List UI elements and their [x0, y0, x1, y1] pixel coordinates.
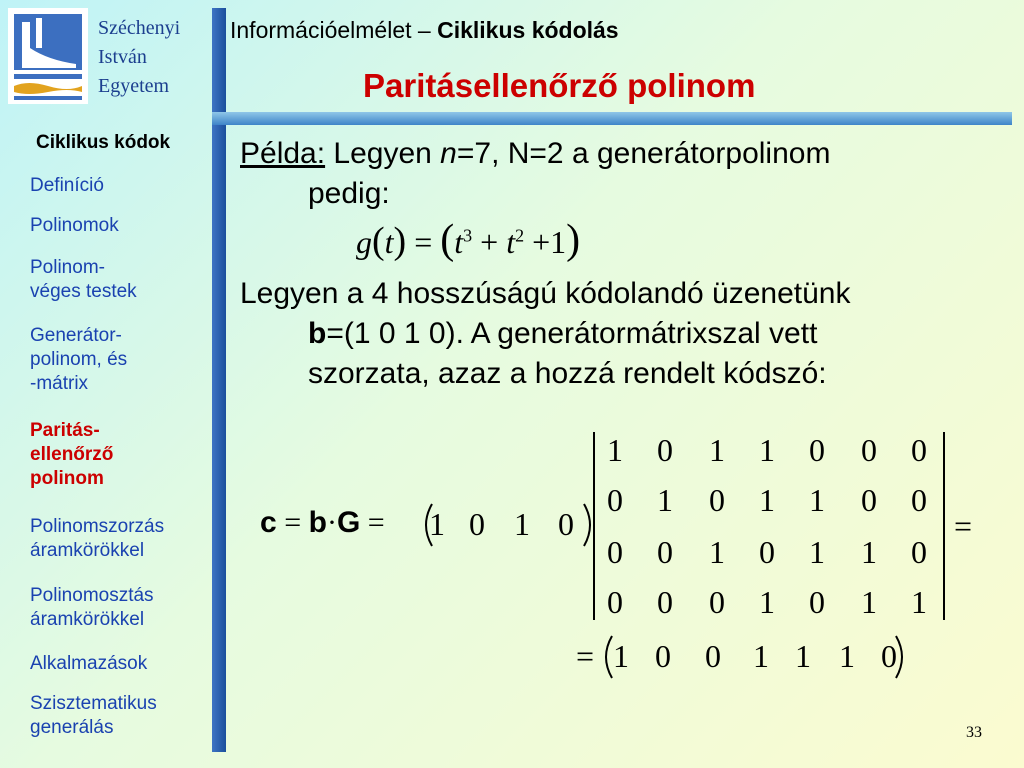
example-line-2: pedig: [308, 177, 390, 210]
example-line-1 [240, 136, 830, 172]
generator-polynomial: $g(t) = (t^3 + t^2 +1)$ [356, 217, 581, 263]
sidebar-item-polinomosztas[interactable] [30, 584, 154, 632]
page-number: 33 [966, 724, 982, 741]
poly-t: t [384, 224, 394, 260]
nav-label: véges testek [30, 281, 137, 302]
message-line-2 [308, 316, 817, 352]
logo-line-1: Széchenyi [98, 17, 181, 39]
matrix-cell: 1 [861, 534, 877, 570]
result-element: 1 [753, 638, 769, 674]
sidebar-item-polinomok[interactable] [30, 214, 119, 238]
vector-b: b [308, 317, 327, 350]
message-element: 0 [469, 506, 485, 542]
nav-label: Generátor- [30, 325, 122, 346]
horizontal-divider [212, 112, 1012, 125]
matrix-cell: 1 [861, 584, 877, 620]
result-element: 1 [795, 638, 811, 674]
matrix-cell: 0 [911, 432, 927, 468]
sidebar-section-title[interactable]: Ciklikus kódok [36, 132, 171, 153]
vector-c: c [260, 506, 277, 539]
poly-equals: = [414, 224, 433, 260]
equals-sign: = [575, 638, 595, 674]
matrix-cell: 1 [759, 482, 775, 518]
course-topic: Ciklikus kódolás [437, 17, 619, 43]
equals-sign: = [284, 506, 302, 539]
university-name [98, 14, 180, 101]
example-text: =7, N=2 a generátorpolinom [456, 137, 831, 170]
logo-line-3: Egyetem [98, 75, 170, 97]
sidebar-item-szisztematikus-generalas[interactable] [30, 692, 157, 740]
example-text: Legyen [325, 137, 441, 170]
matrix-cell: 0 [911, 482, 927, 518]
matrix-cell: 0 [607, 482, 623, 518]
matrix-cell: 1 [709, 432, 725, 468]
message-element: 0 [558, 506, 574, 542]
course-subject: Információelmélet – [230, 17, 438, 43]
matrix-cell: 0 [657, 432, 673, 468]
nav-label: generálás [30, 717, 114, 738]
poly-exp2: 2 [515, 225, 525, 246]
matrix-cell: 0 [709, 584, 725, 620]
matrix-cell: 1 [607, 432, 623, 468]
codeword-equation-lhs [260, 506, 385, 540]
variable-n: n [440, 137, 457, 170]
matrix-cell: 1 [911, 584, 927, 620]
equals-sign: = [953, 508, 973, 544]
nav-label: áramkörökkel [30, 609, 145, 630]
poly-t3: t [454, 224, 464, 260]
nav-label: Polinom- [30, 257, 105, 278]
matrix-cell: 0 [809, 584, 825, 620]
nav-label: Alkalmazások [30, 653, 148, 674]
result-element: 0 [881, 638, 897, 674]
matrix-cell: 1 [709, 534, 725, 570]
nav-label: Polinomok [30, 215, 119, 236]
nav-label: áramkörökkel [30, 540, 145, 561]
nav-label: Szisztematikus [30, 693, 157, 714]
matrix-cell: 1 [759, 584, 775, 620]
message-line-1: Legyen a 4 hosszúságú kódolandó üzenetünk [240, 277, 851, 310]
sidebar-item-definicio[interactable] [30, 174, 104, 198]
nav-label: Paritás- [30, 420, 100, 441]
matrix-G: G [336, 506, 361, 539]
vector-b: b [308, 506, 327, 539]
result-element: 0 [655, 638, 671, 674]
sidebar-item-alkalmazasok[interactable] [30, 652, 147, 676]
matrix-cell: 1 [657, 482, 673, 518]
matrix-cell: 0 [759, 534, 775, 570]
example-label: Példa: [240, 137, 326, 170]
message-line-3: szorzata, azaz a hozzá rendelt kódszó: [308, 357, 827, 390]
poly-one: 1 [550, 224, 567, 260]
nav-label: Definíció [30, 175, 104, 196]
result-element: 1 [839, 638, 855, 674]
sidebar-item-generator-polinom[interactable] [30, 324, 127, 396]
matrix-cell: 0 [607, 534, 623, 570]
matrix-cell: 0 [709, 482, 725, 518]
sidebar-item-polinom-veges-testek[interactable] [30, 256, 137, 304]
nav-label: Polinomszorzás [30, 516, 165, 537]
matrix-cell: 0 [911, 534, 927, 570]
dot-operator: · [326, 506, 337, 539]
slide-title: Paritásellenőrző polinom [363, 67, 756, 104]
logo-line-2: István [98, 46, 147, 68]
matrix-cell: 1 [759, 432, 775, 468]
sidebar-item-polinomszorzas[interactable] [30, 515, 164, 563]
course-header [230, 17, 619, 44]
result-element: 0 [705, 638, 721, 674]
nav-label: Polinomosztás [30, 585, 154, 606]
poly-g: g [356, 224, 372, 260]
poly-t2: t [506, 224, 516, 260]
matrix-cell: 1 [809, 482, 825, 518]
matrix-cell: 0 [657, 534, 673, 570]
result-element: 1 [613, 638, 629, 674]
sidebar-item-paritas-ellenorzo-polinom[interactable] [30, 419, 113, 491]
nav-label: -mátrix [30, 373, 89, 394]
matrix-cell: 0 [657, 584, 673, 620]
matrix-cell: 0 [861, 432, 877, 468]
nav-label: polinom, és [30, 349, 128, 370]
message-text: =(1 0 1 0). A generátormátrixszal vett [326, 317, 818, 350]
matrix-cell: 0 [809, 432, 825, 468]
matrix-cell: 1 [809, 534, 825, 570]
poly-plus: + [532, 224, 551, 260]
matrix-cell: 0 [861, 482, 877, 518]
poly-plus: + [480, 224, 499, 260]
equals-sign: = [367, 506, 385, 539]
nav-label: polinom [30, 468, 104, 489]
matrix-cell: 0 [607, 584, 623, 620]
nav-label: ellenőrző [30, 444, 114, 465]
university-logo [8, 8, 88, 104]
poly-exp3: 3 [463, 225, 473, 246]
message-element: 1 [429, 506, 445, 542]
message-element: 1 [514, 506, 530, 542]
